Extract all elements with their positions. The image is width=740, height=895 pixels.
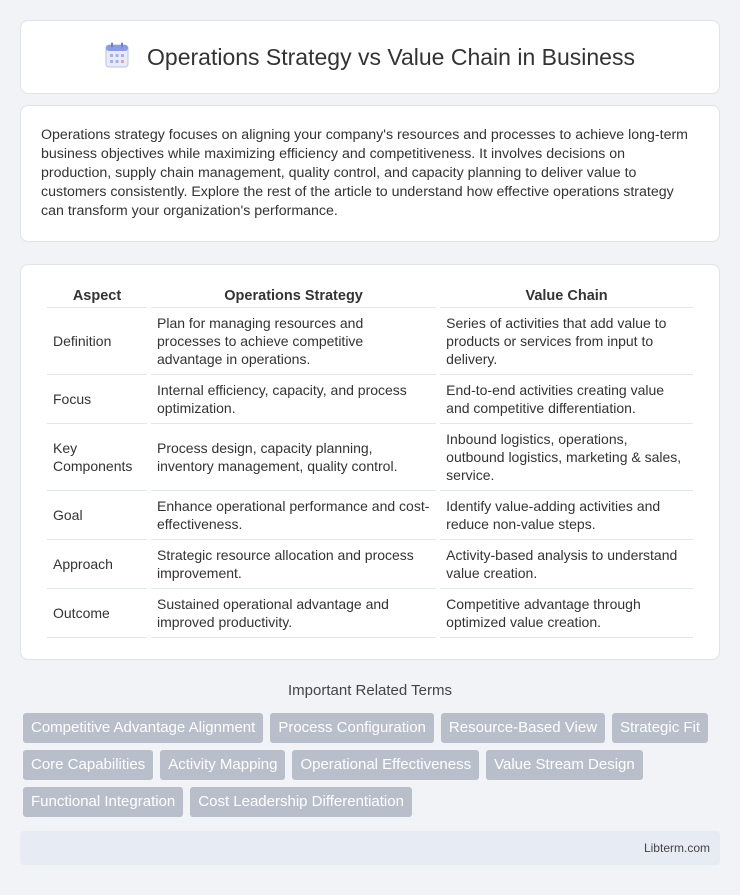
table-row — [47, 424, 693, 491]
row-aspect: Key Components — [47, 424, 147, 491]
related-terms-tags — [23, 713, 723, 817]
tag-process-configuration[interactable]: Process Configuration — [270, 713, 434, 743]
footer-site-link[interactable]: Libterm.com — [643, 841, 710, 855]
row-aspect: Approach — [47, 540, 147, 589]
row-aspect: Goal — [47, 491, 147, 540]
row-operations-strategy: Enhance operational performance and cost-effectiveness. — [151, 491, 436, 540]
row-value-chain: End-to-end activities creating value and competitive differentiation. — [440, 375, 693, 424]
table-row — [47, 540, 693, 589]
row-aspect: Outcome — [47, 589, 147, 638]
tag-core-capabilities[interactable]: Core Capabilities — [23, 750, 153, 780]
comparison-table — [43, 285, 697, 638]
row-operations-strategy: Plan for managing resources and processes to achieve competitive advantage in operations. — [151, 308, 436, 375]
intro-paragraph: Operations strategy focuses on aligning your company's resources and processes to achieve long-term business objectives while maximizing efficiency and competitiveness. It involves decisions on production, supply chain management, quality control, and capacity planning to deliver value to customers consistently. Explore the rest of the article to understand how effective operations strategy can transform your organization's performance. — [41, 127, 688, 219]
row-operations-strategy: Internal efficiency, capacity, and process optimization. — [151, 375, 436, 424]
column-header-value-chain: Value Chain — [440, 285, 693, 308]
table-header-row — [47, 285, 693, 308]
row-aspect: Definition — [47, 308, 147, 375]
tag-activity-mapping[interactable]: Activity Mapping — [160, 750, 285, 780]
tag-competitive-advantage-alignment[interactable]: Competitive Advantage Alignment — [23, 713, 263, 743]
column-header-aspect: Aspect — [47, 285, 147, 308]
related-terms-title: Important Related Terms — [288, 682, 452, 699]
footer — [20, 831, 720, 865]
header-card — [20, 20, 720, 94]
column-header-operations-strategy: Operations Strategy — [151, 285, 436, 308]
row-value-chain: Inbound logistics, operations, outbound logistics, marketing & sales, service. — [440, 424, 693, 491]
page-title: Operations Strategy vs Value Chain in Business — [147, 43, 635, 70]
row-operations-strategy: Sustained operational advantage and improved productivity. — [151, 589, 436, 638]
row-value-chain: Competitive advantage through optimized value creation. — [440, 589, 693, 638]
row-value-chain: Activity-based analysis to understand value creation. — [440, 540, 693, 589]
comparison-card — [20, 264, 720, 660]
table-row — [47, 589, 693, 638]
tag-functional-integration[interactable]: Functional Integration — [23, 787, 183, 817]
table-row — [47, 375, 693, 424]
header-inner — [105, 42, 635, 73]
tag-resource-based-view[interactable]: Resource-Based View — [441, 713, 605, 743]
tag-cost-leadership-differentiation[interactable]: Cost Leadership Differentiation — [190, 787, 412, 817]
intro-card — [20, 105, 720, 242]
tag-strategic-fit[interactable]: Strategic Fit — [612, 713, 708, 743]
tag-value-stream-design[interactable]: Value Stream Design — [486, 750, 643, 780]
row-aspect: Focus — [47, 375, 147, 424]
table-row — [47, 308, 693, 375]
row-operations-strategy: Strategic resource allocation and process improvement. — [151, 540, 436, 589]
row-value-chain: Identify value-adding activities and reduce non-value steps. — [440, 491, 693, 540]
tag-operational-effectiveness[interactable]: Operational Effectiveness — [292, 750, 479, 780]
table-row — [47, 491, 693, 540]
row-operations-strategy: Process design, capacity planning, inventory management, quality control. — [151, 424, 436, 491]
row-value-chain: Series of activities that add value to products or services from input to delivery. — [440, 308, 693, 375]
calendar-icon — [105, 42, 129, 73]
